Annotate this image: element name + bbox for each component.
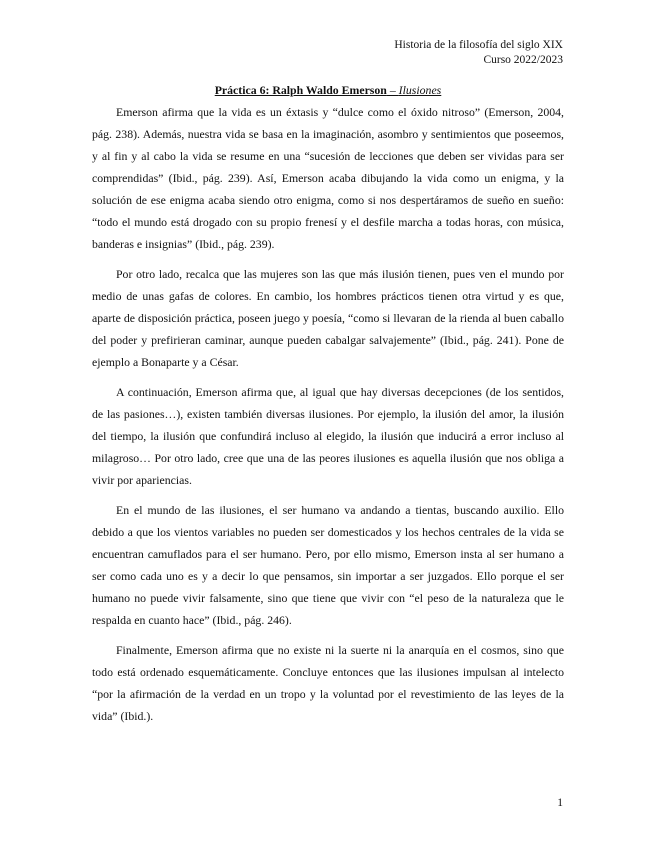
title-subtitle: Ilusiones	[398, 83, 442, 97]
title-main: Práctica 6: Ralph Waldo Emerson	[214, 83, 387, 97]
paragraph-2: Por otro lado, recalca que las mujeres son las que más ilusión tienen, pues ven el mundo por medio de unas gafas de colores. En cambio, los hombres prácticos tienen otra virtud y es que, aparte de disposición práctica, poseen juego y poesía, “como si llevaran de la rienda al buen caballo del poder y prefirieran caminar, aunque pueden cabalgar salvajemente” (Ibid., pág. 241). Pone de ejemplo a Bonaparte y a César.	[92, 267, 564, 369]
paragraph-5: Finalmente, Emerson afirma que no existe ni la suerte ni la anarquía en el cosmos, sino que todo está ordenado esquemáticamente. Concluye entonces que las ilusiones impulsan al intelecto “por la afirmación de la verdad en un tropo y la voluntad por el revestimiento de las leyes de la vida” (Ibid.).	[92, 643, 564, 723]
course-year: Curso 2022/2023	[483, 54, 563, 66]
page-header	[394, 38, 563, 68]
paragraph-1: Emerson afirma que la vida es un éxtasis y “dulce como el óxido nitroso” (Emerson, 2004, pág. 238). Además, nuestra vida se basa en la imaginación, asombro y sentimientos que poseemos, y al fin y al cabo la vida se resume en una “sucesión de lecciones que deben ser vividas para ser comprendidas” (Ibid., pág. 239). Así, Emerson acaba dibujando la vida como un enigma, y la solución de ese enigma acaba siendo otro enigma, como si nos despertáramos de sueño en sueño: “todo el mundo está drogado con su propio frenesí y el desfile marcha a todas horas, con música, banderas e insignias” (Ibid., pág. 239).	[92, 105, 564, 251]
document-title	[92, 82, 564, 98]
page-number: 1	[557, 797, 563, 809]
title-separator: –	[386, 83, 399, 97]
document-body	[92, 101, 564, 735]
paragraph-4: En el mundo de las ilusiones, el ser humano va andando a tientas, buscando auxilio. Ello debido a que los vientos variables no pueden ser domesticados y los hechos centrales de la vida se encuentran camuflados para el ser humano. Pero, por ello mismo, Emerson insta al ser humano a ser como cada uno es y a decir lo que pensamos, sin importar a ser juzgados. Ello porque el ser humano no puede vivir falsamente, sino que tiene que vivir con “el peso de la naturaleza que le respalda en cuanto hace” (Ibid., pág. 246).	[92, 503, 564, 627]
paragraph-3: A continuación, Emerson afirma que, al igual que hay diversas decepciones (de los sentidos, de las pasiones…), existen también diversas ilusiones. Por ejemplo, la ilusión del amor, la ilusión del tiempo, la ilusión que confundirá incluso al elegido, la ilusión que inducirá a error incluso al milagroso… Por otro lado, cree que una de las peores ilusiones es aquella ilusión que nos obliga a vivir por apariencias.	[92, 385, 564, 487]
course-title: Historia de la filosofía del siglo XIX	[394, 39, 563, 51]
